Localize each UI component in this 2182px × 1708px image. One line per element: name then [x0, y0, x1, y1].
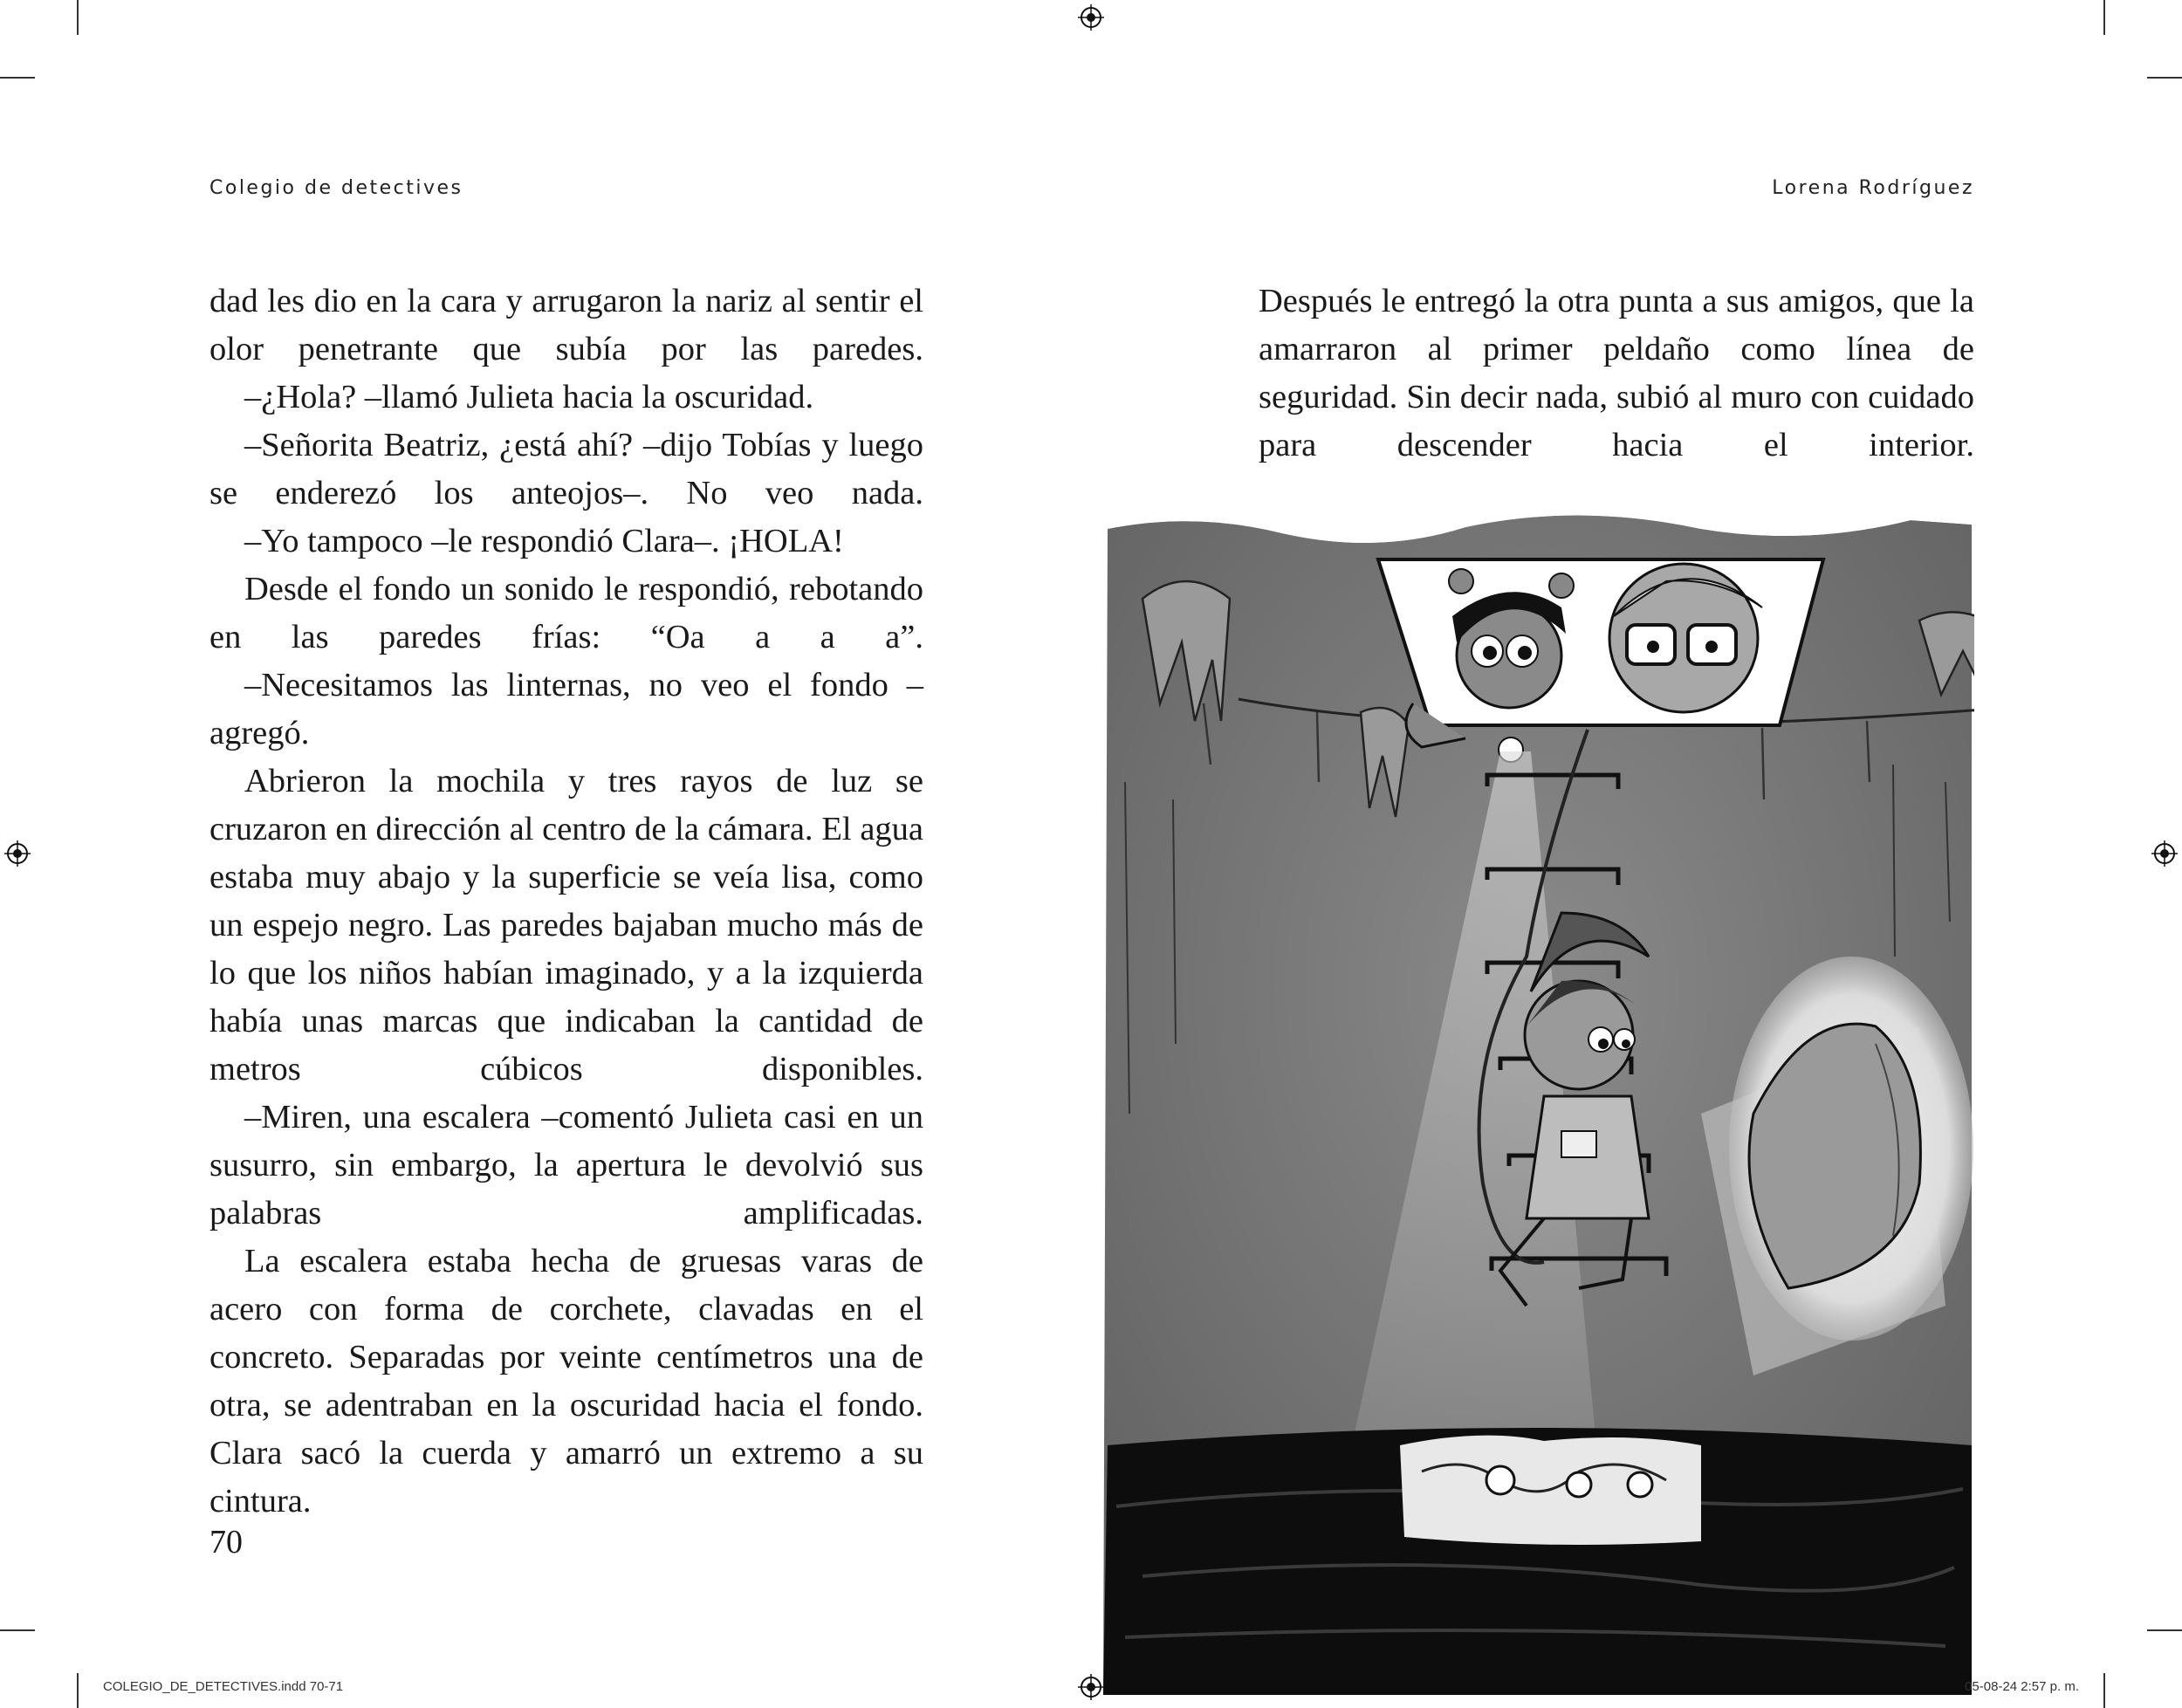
crop-mark: [2103, 0, 2105, 35]
crop-mark: [0, 1629, 35, 1631]
registration-mark-icon: [2151, 840, 2178, 867]
left-page-body: [209, 278, 923, 1526]
crop-mark: [77, 0, 79, 35]
paragraph: Desde el fondo un sonido le respondió, rebotando en las paredes frías: “Oa a a a”.: [209, 571, 923, 655]
crop-mark: [77, 1673, 79, 1708]
paragraph: Abrieron la mochila y tres rayos de luz se cruzaron en dirección al centro de la cámara. El agua estaba muy abajo y la superficie se veía lisa, como un espejo negro. Las paredes bajaban mucho más de lo que los niños habían imaginado, y a la izquierda había unas marcas que indicaban la cantidad de metros cúbicos disponibles.: [209, 763, 923, 1087]
slug-file-name: COLEGIO_DE_DETECTIVES.indd 70-71: [103, 1679, 344, 1694]
page-number: 70: [209, 1524, 243, 1561]
paragraph: La escalera estaba hecha de gruesas varas de acero con forma de corchete, clavadas en el concreto. Separadas por veinte centímetros una de otra, se adentraban en la oscuridad hacia el fondo. Clara sacó la cuerda y amarró un extremo a su cintura.: [209, 1243, 923, 1519]
crop-mark: [2147, 77, 2182, 79]
slug-date: 05-08-24 2:57 p. m.: [1965, 1679, 2079, 1694]
paragraph: –¿Hola? –llamó Julieta hacia la oscuridad.: [244, 379, 814, 415]
paragraph: –Señorita Beatriz, ¿está ahí? –dijo Tobías y luego se enderezó los anteojos–. No veo nada.: [209, 427, 923, 511]
paragraph: –Necesitamos las linternas, no veo el fondo –agregó.: [209, 667, 923, 751]
well-ladder-illustration: [1090, 503, 1974, 1695]
running-head-left: Colegio de detectives: [209, 177, 463, 199]
right-page-body: [1259, 278, 1974, 470]
paragraph: –Yo tampoco –le respondió Clara–. ¡HOLA!: [244, 523, 844, 559]
registration-mark-icon: [1078, 4, 1104, 31]
crop-mark: [2103, 1673, 2105, 1708]
registration-mark-icon: [1078, 1674, 1104, 1700]
crop-mark: [0, 77, 35, 79]
paragraph: –Miren, una escalera –comentó Julieta casi en un susurro, sin embargo, la apertura le devolvió sus palabras amplificadas.: [209, 1099, 923, 1231]
running-head-right: Lorena Rodríguez: [1772, 177, 1974, 199]
paragraph: dad les dio en la cara y arrugaron la nariz al sentir el olor penetrante que subía por las paredes.: [209, 283, 923, 367]
paragraph: Después le entregó la otra punta a sus amigos, que la amarraron al primer peldaño como línea de seguridad. Sin decir nada, subió al muro con cuidado para descender hacia el interior.: [1259, 283, 1974, 463]
registration-mark-icon: [4, 840, 31, 867]
crop-mark: [2147, 1629, 2182, 1631]
